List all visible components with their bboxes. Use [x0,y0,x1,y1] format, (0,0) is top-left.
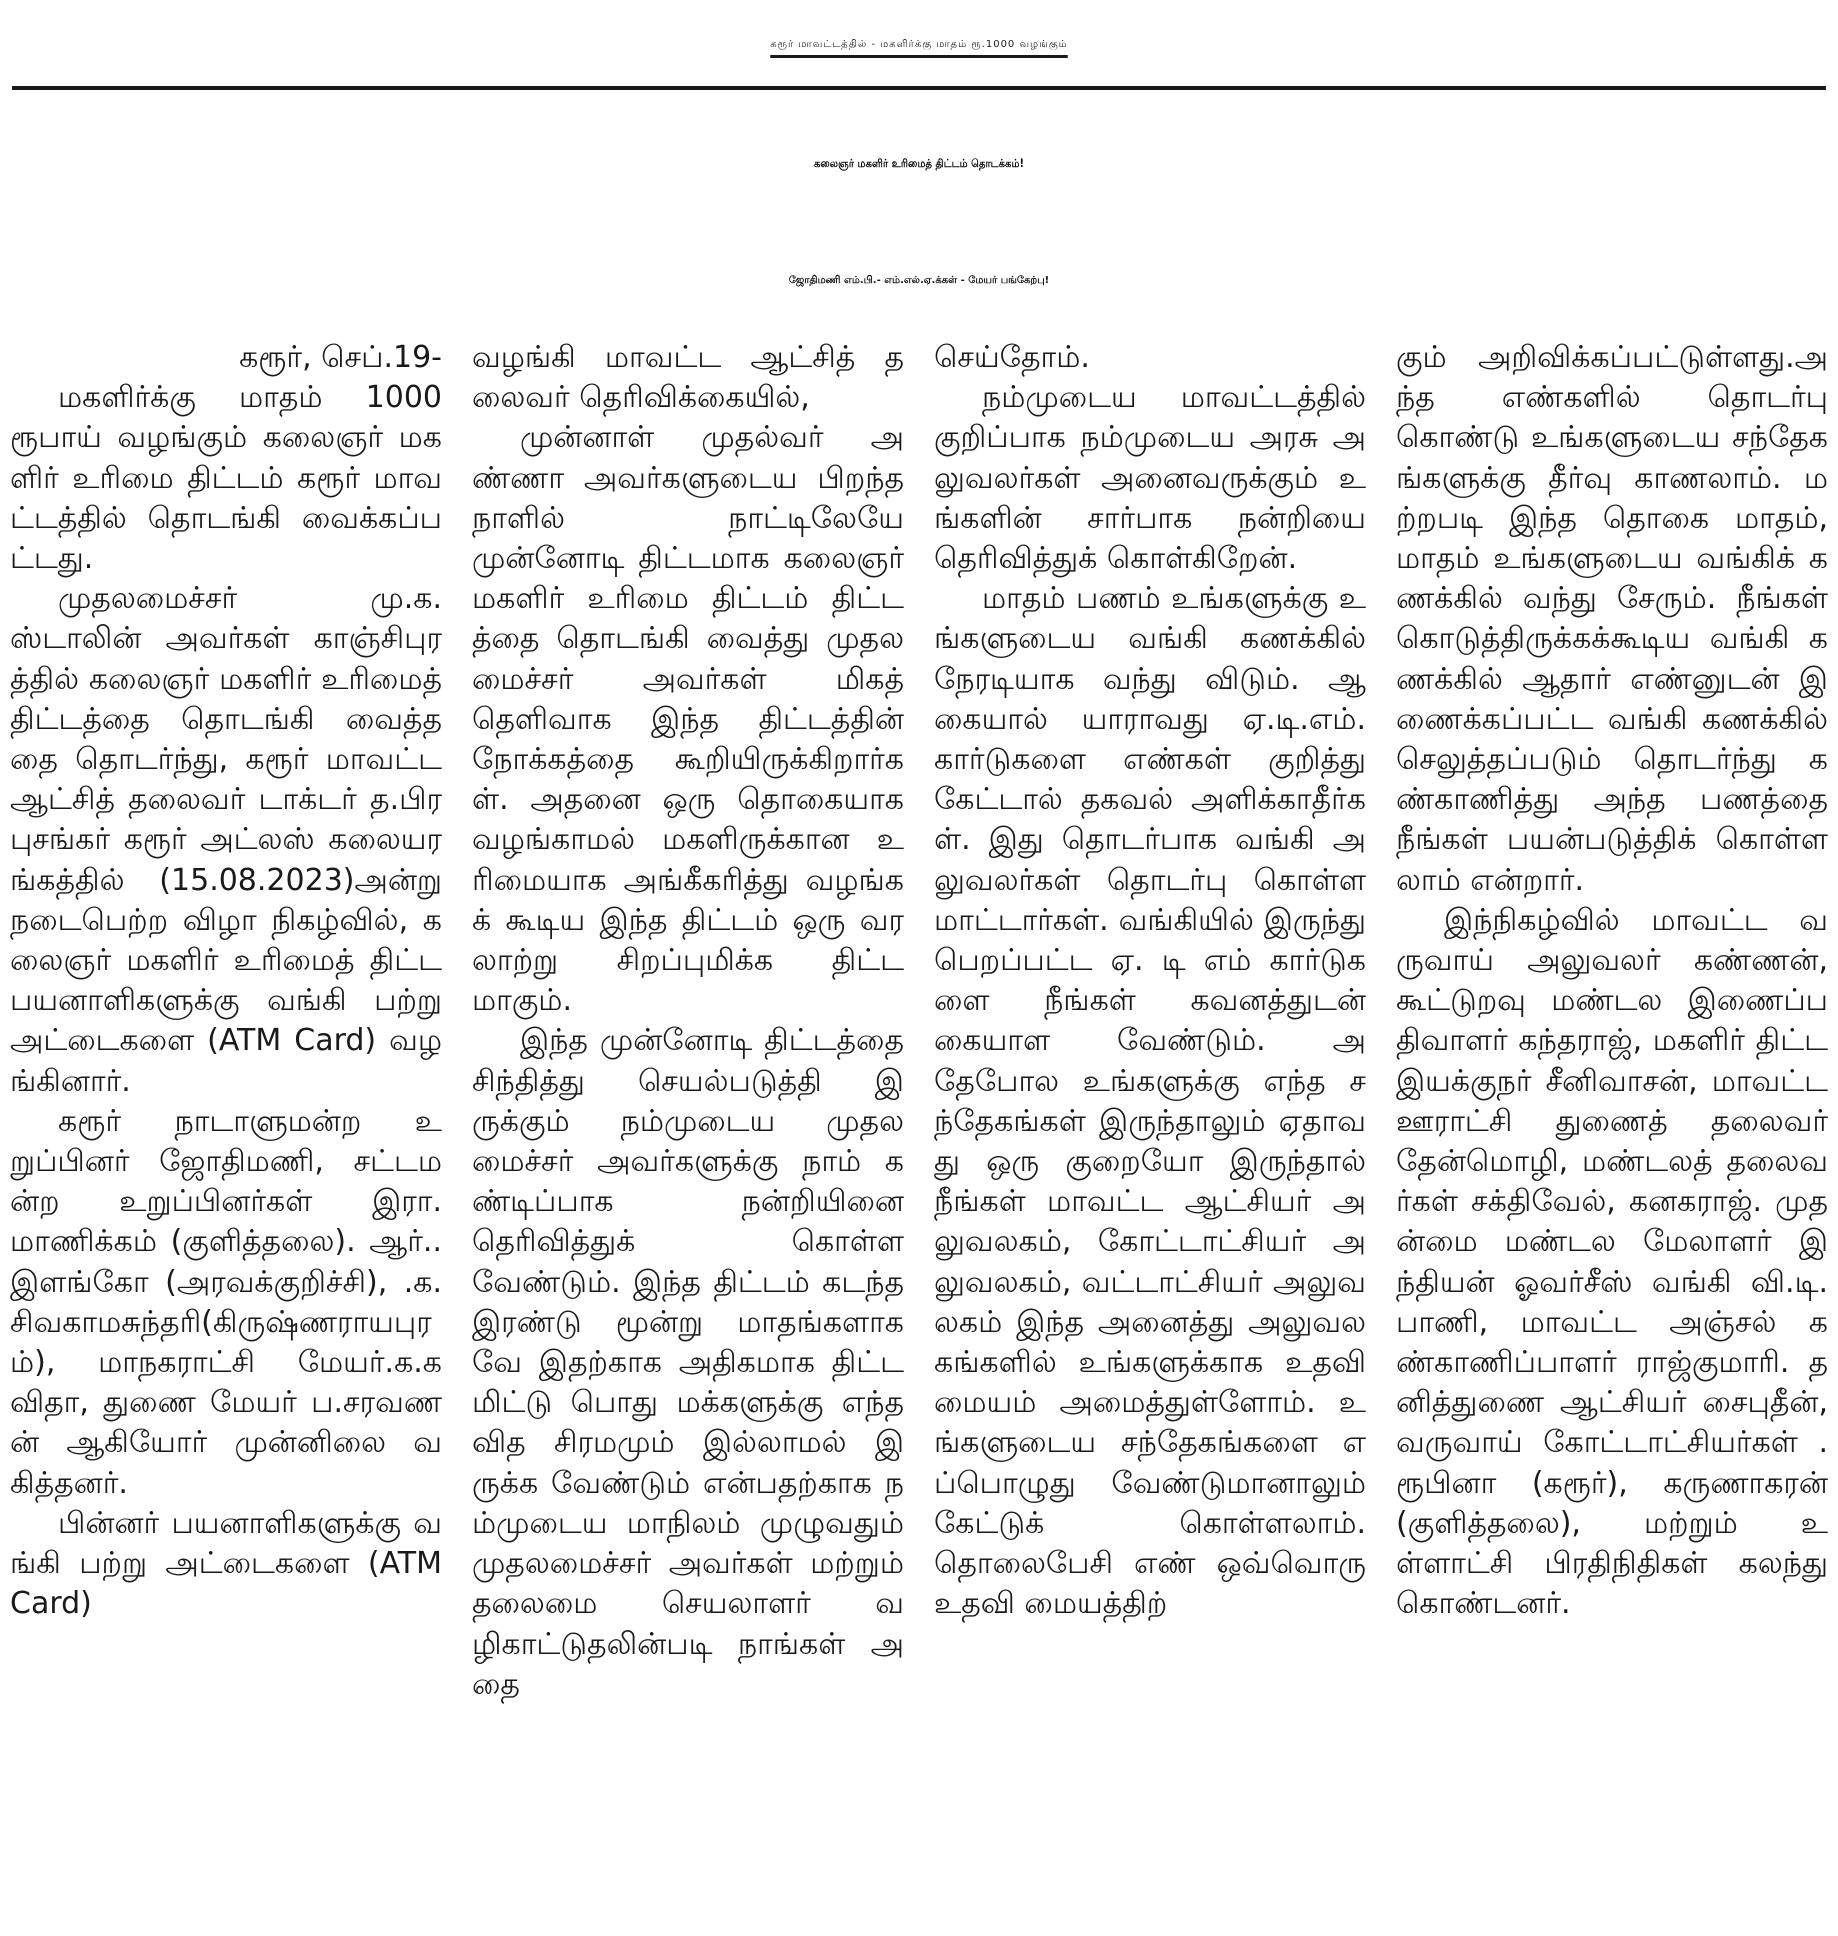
article-column-1 [10,338,442,1936]
paragraph: இந்த முன்னோடி திட்டத்தை சிந்தித்து செயல்படுத்தி இருக்கும் நம்முடைய முதலமைச்சர் அவர்களுக்கு நாம் கண்டிப்பாக நன்றியினை தெரிவித்துக் கொள்ள வேண்டும். இந்த திட்டம் கடந்த இரண்டு மூன்று மாதங்களாகவே இதற்காக அதிகமாக திட்டமிட்டு பொது மக்களுக்கு எந்த வித சிரமமும் இல்லாமல் இருக்க வேண்டும் என்பதற்காக நம்முடைய மாநிலம் முழுவதும் முதலமைச்சர் அவர்கள் மற்றும் தலைமை செயலாளர் வழிகாட்டுதலின்படி நாங்கள் அதை [472,1023,904,1702]
subheadline: ஜோதிமணி எம்.பி.- எம்.எல்.ஏ.க்கள் - மேயர் பங்கேற்பு! [788,275,1050,286]
paragraph-continued: செய்தோம். [934,340,1090,375]
paragraph: நம்முடைய மாவட்டத்தில் குறிப்பாக நம்முடைய அரசு அலுவலர்கள் அனைவருக்கும் உங்களின் சார்பாக நன்றியை தெரிவித்துக் கொள்கிறேன். [934,380,1366,577]
paragraph: இந்நிகழ்வில் மாவட்ட வருவாய் அலுவலர் கண்ணன், கூட்டுறவு மண்டல இணைப்பதிவாளர் கந்தராஜ், மகளிர் திட்ட இயக்குநர் சீனிவாசன், மாவட்ட ஊராட்சி துணைத் தலைவர் தேன்மொழி, மண்டலத் தலைவர்கள் சக்திவேல், கனகராஜ். முதன்மை மண்டல மேலாளர் இந்தியன் ஓவர்சீஸ் வங்கி வி.டி.பாணி, மாவட்ட அஞ்சல் கண்காணிப்பாளர் ராஜ்குமாரி. தனித்துணை ஆட்சியர் சைபுதீன், வருவாய் கோட்டாட்சியர்கள் .ரூபினா (கரூர்), கருணாகரன் (குளித்தலை), மற்றும் உள்ளாட்சி பிரதிநிதிகள் கலந்து கொண்டனர். [1396,902,1828,1622]
paragraph: பின்னர் பயனாளிகளுக்கு வங்கி பற்று அட்டைகளை (ATM Card) [10,1505,442,1622]
dateline: கரூர், செப்.19- [239,340,442,375]
article-column-4 [1396,338,1828,1936]
newspaper-page [0,6,1838,1936]
paragraph-continued: கும் அறிவிக்கப்பட்டுள்ளது.அந்த எண்களில் தொடர்பு கொண்டு உங்களுடைய சந்தேகங்களுக்கு தீர்வு காணலாம். மற்றபடி இந்த தொகை மாதம், மாதம் உங்களுடைய வங்கிக் கணக்கில் வந்து சேரும். நீங்கள் கொடுத்திருக்கக்கூடிய வங்கி கணக்கில் ஆதார் எண்னுடன் இணைக்கப்பட்ட வங்கி கணக்கில் செலுத்தப்படும் தொடர்ந்து கண்காணித்து அந்த பணத்தை நீங்கள் பயன்படுத்திக் கொள்ளலாம் என்றார். [1396,340,1828,898]
paragraph: மகளிர்க்கு மாதம் 1000ரூபாய் வழங்கும் கலைஞர் மகளிர் உரிமை திட்டம் கரூர் மாவட்டத்தில் தொடங்கி வைக்கப்பட்டது. [10,380,442,577]
paragraph: மாதம் பணம் உங்களுக்கு உங்களுடைய வங்கி கணக்கில் நேரடியாக வந்து விடும். ஆகையால் யாராவது ஏ.டி.எம். கார்டுகளை எண்கள் குறித்து கேட்டால் தகவல் அளிக்காதீர்கள். இது தொடர்பாக வங்கி அலுவலர்கள் தொடர்பு கொள்ள மாட்டார்கள். வங்கியில் இருந்து பெறப்பட்ட ஏ. டி எம் கார்டுகளை நீங்கள் கவனத்துடன் கையாள வேண்டும். அதேபோல உங்களுக்கு எந்த சந்தேகங்கள் இருந்தாலும் ஏதாவது ஒரு குறையோ இருந்தால் நீங்கள் மாவட்ட ஆட்சியர் அலுவலகம், கோட்டாட்சியர் அலுவலகம், வட்டாட்சியர் அலுவலகம் இந்த அனைத்து அலுவலகங்களில் உங்களுக்காக உதவி மையம் அமைத்துள்ளோம். உங்களுடைய சந்தேகங்களை எப்பொழுது வேண்டுமானாலும் கேட்டுக் கொள்ளலாம். தொலைபேசி எண் ஒவ்வொரு உதவி மையத்திற் [934,581,1366,1622]
article-column-3 [934,338,1366,1936]
article-body [10,338,1828,1936]
paragraph: முதலமைச்சர் மு.க.ஸ்டாலின் அவர்கள் காஞ்சிபுரத்தில் கலைஞர் மகளிர் உரிமைத் திட்டத்தை தொடங்கி வைத்ததை தொடர்ந்து, கரூர் மாவட்ட ஆட்சித் தலைவர் டாக்டர் த.பிரபுசங்கர் கரூர் அட்லஸ் கலையரங்கத்தில் (15.08.2023)அன்று நடைபெற்ற விழா நிகழ்வில், கலைஞர் மகளிர் உரிமைத் திட்ட பயனாளிகளுக்கு வங்கி பற்று அட்டைகளை (ATM Card) வழங்கினார். [10,581,442,1099]
headline: கலைஞர் மகளிர் உரிமைத் திட்டம் தொடக்கம்! [813,158,1025,171]
article-column-2 [472,338,904,1936]
paragraph: கரூர் நாடாளுமன்ற உறுப்பினர் ஜோதிமணி, சட்டமன்ற உறுப்பினர்கள் இரா.மாணிக்கம் (குளித்தலை). ஆர்.. இளங்கோ (அரவக்குறிச்சி), .க.சிவகாமசுந்தரி(கிருஷ்ணராயபுரம்), மாநகராட்சி மேயர்.க.கவிதா, துணை மேயர் ப.சரவணன் ஆகியோர் முன்னிலை வகித்தனர். [10,1103,442,1501]
paragraph-continued: வழங்கி மாவட்ட ஆட்சித் தலைவர் தெரிவிக்கையில், [472,340,904,416]
paragraph: முன்னாள் முதல்வர் அண்ணா அவர்களுடைய பிறந்தநாளில் நாட்டிலேயே முன்னோடி திட்டமாக கலைஞர் மகளிர் உரிமை திட்டம் திட்டத்தை தொடங்கி வைத்து முதலமைச்சர் அவர்கள் மிகத் தெளிவாக இந்த திட்டத்தின் நோக்கத்தை கூறியிருக்கிறார்கள். அதனை ஒரு தொகையாக வழங்காமல் மகளிருக்கான உரிமையாக அங்கீகரித்து வழங்கக் கூடிய இந்த திட்டம் ஒரு வரலாற்று சிறப்புமிக்க திட்டமாகும். [472,420,904,1019]
kicker-heading: கரூர் மாவட்டத்தில் - மகளிர்க்கு மாதம் ரூ.1000 வழங்கும் [770,39,1068,50]
